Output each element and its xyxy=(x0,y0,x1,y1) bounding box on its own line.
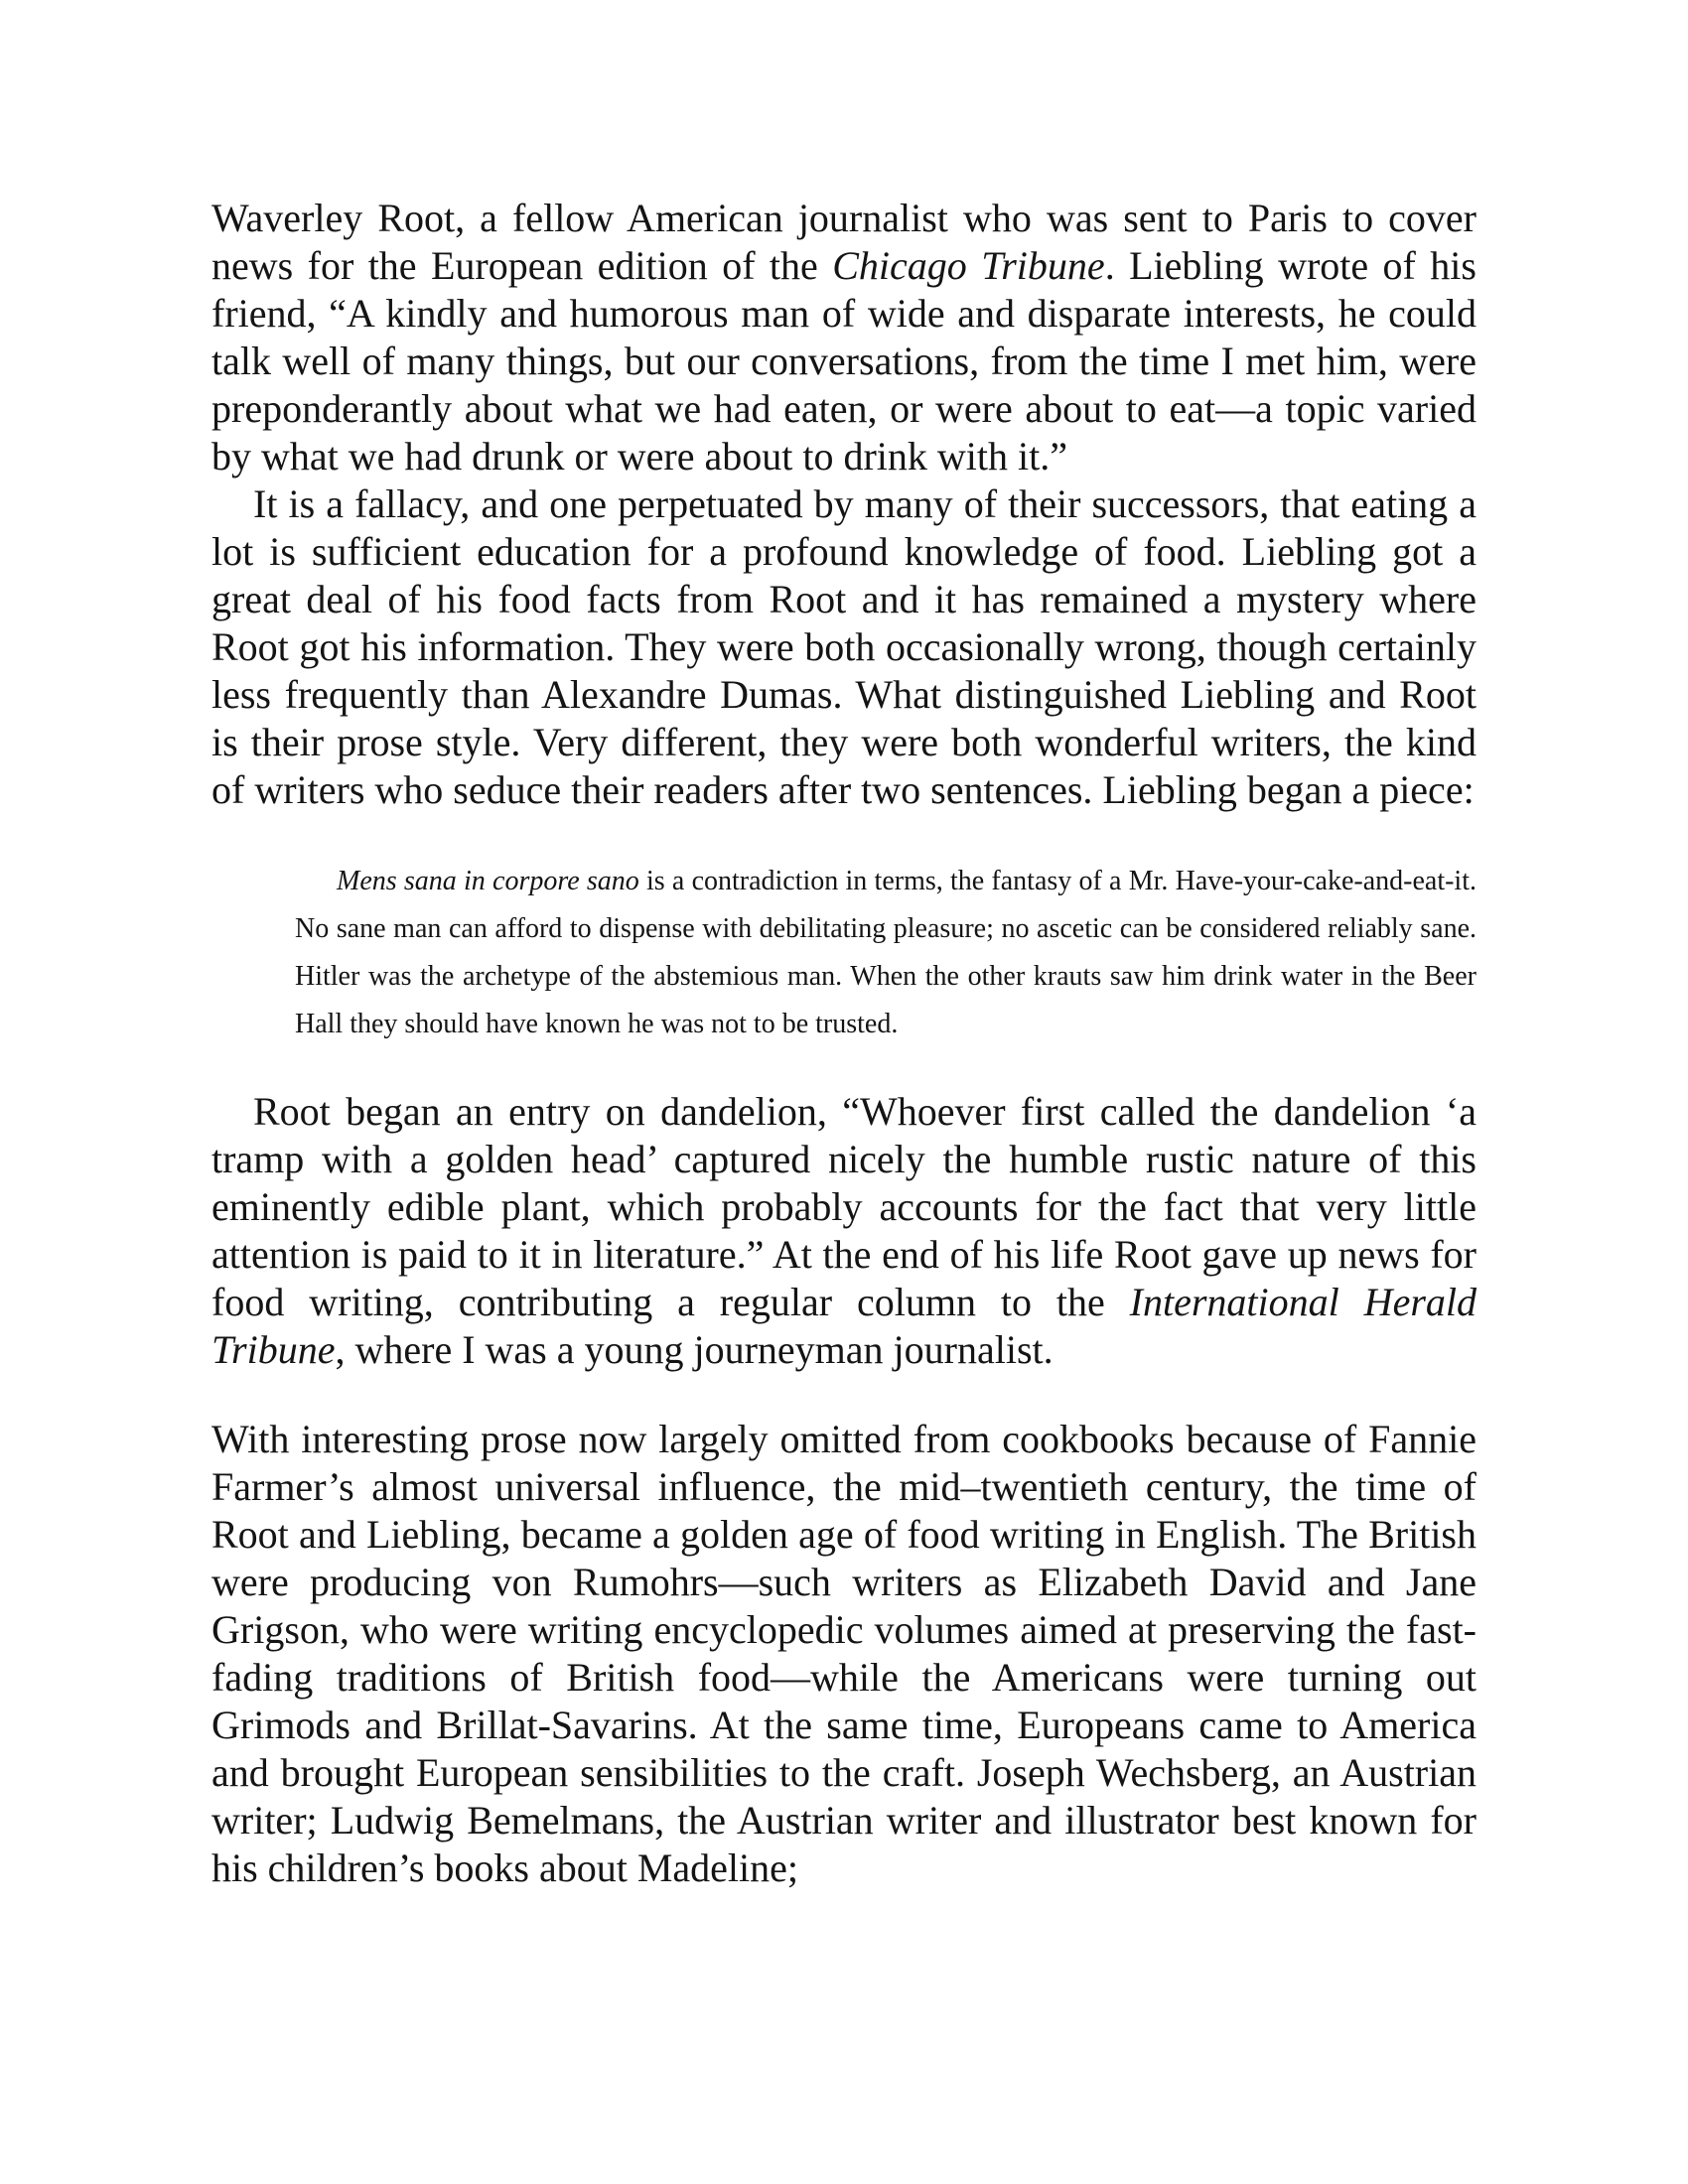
paragraph-text: . Liebling wrote of his friend, “A kindly and humorous man of wide and disparate interests, he could talk well of many things, but our conversations, from the time I met him, were preponderantly about what we had eaten, or were about to eat—a topic varied by what we had drunk or were about to drink with it.” xyxy=(211,243,1477,478)
publication-title: International Herald Tribune xyxy=(211,1280,1477,1372)
paragraph-dandelion xyxy=(211,1088,1477,1374)
latin-phrase: Mens sana in corpore sano xyxy=(337,866,639,896)
paragraph-text: , where I was a young journeyman journalist. xyxy=(335,1327,1054,1372)
paragraph-fallacy xyxy=(211,480,1477,814)
quote-text: is a contradiction in terms, the fantasy of a Mr. Have-your-cake-and-eat-it. No sane man can afford to dispense with debilitating pleasure; no ascetic can be considered reliably sane. Hitler was the archetype of the abstemious man. When the other krauts saw him drink water in the Beer Hall they should have known he was not to be trusted. xyxy=(295,866,1477,1039)
paragraph-text: With interesting prose now largely omitted from cookbooks because of Fannie Farmer’s almost universal influence, the mid–twentieth century, the time of Root and Liebling, became a golden age of food writing in English. The British were producing von Rumohrs—such writers as Elizabeth David and Jane Grigson, who were writing encyclopedic volumes aimed at preserving the fast-fading traditions of British food—while the Americans were turning out Grimods and Brillat-Savarins. At the same time, Europeans came to America and brought European sensibilities to the craft. Joseph Wechsberg, an Austrian writer; Ludwig Bemelmans, the Austrian writer and illustrator best known for his children’s books about Madeline; xyxy=(211,1417,1477,1890)
paragraph-waverley-root xyxy=(211,195,1477,480)
publication-title: Chicago Tribune xyxy=(832,243,1105,288)
paragraph-text: Waverley Root, a fellow American journalist who was sent to Paris to cover news for the European edition of the xyxy=(211,196,1477,288)
paragraph-golden-age xyxy=(211,1416,1477,1892)
block-quote-liebling xyxy=(295,858,1477,1048)
paragraph-text: It is a fallacy, and one perpetuated by many of their successors, that eating a lot is sufficient education for a profound knowledge of food. Liebling got a great deal of his food facts from Root and it has remained a mystery where Root got his information. They were both occasionally wrong, though certainly less frequently than Alexandre Dumas. What distinguished Liebling and Root is their prose style. Very different, they were both wonderful writers, the kind of writers who seduce their readers after two sentences. Liebling began a piece: xyxy=(211,481,1477,812)
page-body xyxy=(211,195,1477,1892)
paragraph-text: Root began an entry on dandelion, “Whoever first called the dandelion ‘a tramp with a golden head’ captured nicely the humble rustic nature of this eminently edible plant, which probably accounts for the fact that very little attention is paid to it in literature.” At the end of his life Root gave up news for food writing, contributing a regular column to the xyxy=(211,1089,1477,1324)
